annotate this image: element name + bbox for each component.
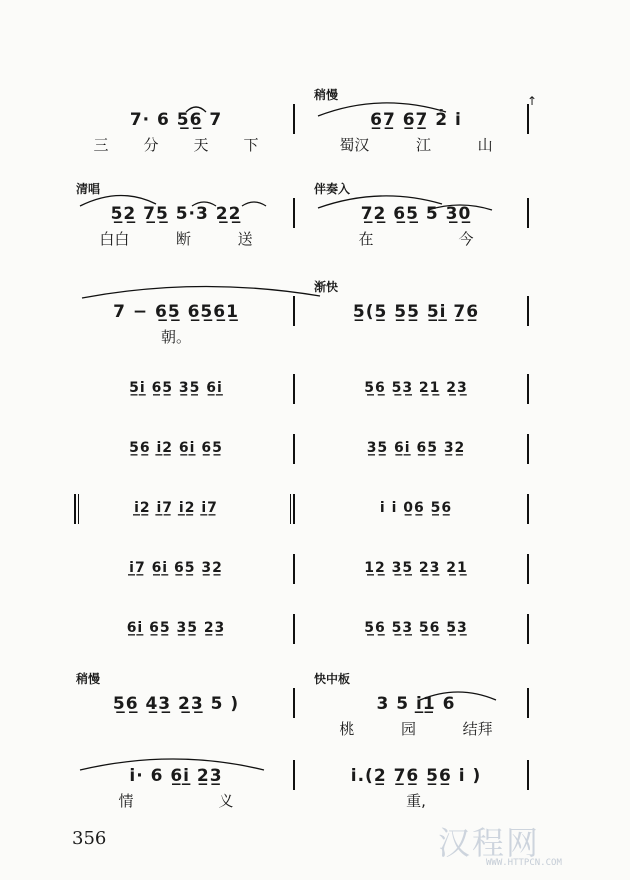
barline bbox=[293, 374, 295, 404]
lyric-syllable: 义 bbox=[218, 792, 234, 810]
watermark-url: WWW.HTTPCN.COM bbox=[486, 858, 562, 868]
lyric-syllable: 结拜 bbox=[462, 720, 493, 738]
barline bbox=[527, 760, 529, 790]
lyric-syllable: 园 bbox=[400, 720, 416, 738]
measure-right: 1̲2̲ 3̲5̲ 2̲3̲ 2̲1̲ bbox=[364, 560, 468, 576]
measure-right: 3 5 i̲1̲ 6 bbox=[376, 694, 456, 714]
lyrics-right bbox=[316, 718, 516, 739]
lyrics-right bbox=[316, 790, 516, 811]
lyric-syllable: 送 bbox=[237, 230, 253, 248]
measure-left: i̲7̲ 6̲i̲ 6̲5̲ 3̲2̲ bbox=[129, 560, 223, 576]
lyrics-left bbox=[76, 228, 276, 249]
lyric-syllable: 在 bbox=[358, 230, 374, 248]
lyric-syllable: 情 bbox=[118, 792, 134, 810]
measure-right: 3̲5̲ 6̲i̲ 6̲5̲ 3̲2̲ bbox=[366, 440, 466, 456]
repeat-barline bbox=[78, 494, 79, 524]
lyric-syllable: 桃 bbox=[339, 720, 355, 738]
lyric-syllable: 重, bbox=[406, 792, 426, 810]
measure-right: 5̲6̲ 5̲3̲ 5̲6̲ 5̲3̲ bbox=[364, 620, 468, 636]
lyrics-right bbox=[316, 134, 516, 155]
lyrics-left bbox=[76, 790, 276, 811]
tempo-mark-left: 清唱 bbox=[76, 182, 101, 196]
barline bbox=[293, 198, 295, 228]
barline bbox=[293, 296, 295, 326]
watermark-logo: 汉程网 bbox=[438, 824, 541, 862]
measure-left: 7· 6 5̲6̲ 7 bbox=[129, 110, 223, 130]
barline bbox=[527, 198, 529, 228]
measure-right: 5̲6̲ 5̲3̲ 2̲1̲ 2̲3̲ bbox=[364, 380, 468, 396]
lyric-syllable: 白白 bbox=[99, 230, 130, 248]
lyric-syllable: 朝。 bbox=[160, 328, 191, 346]
measure-left: 7 − 6̲5̲ 6̲5̲6̲1̲ bbox=[113, 302, 239, 322]
lyric-syllable: 今 bbox=[458, 230, 474, 248]
measure-right: i.(2̲ 7̲6̲ 5̲6̲ i ) bbox=[350, 766, 482, 786]
tempo-mark-right: 渐快 bbox=[314, 280, 339, 294]
lyrics-left bbox=[76, 326, 276, 347]
barline bbox=[293, 104, 295, 134]
lyrics-right bbox=[316, 228, 516, 249]
lyric-syllable: 江 bbox=[415, 136, 431, 154]
lyric-syllable: 蜀汉 bbox=[339, 136, 370, 154]
barline bbox=[527, 374, 529, 404]
tempo-mark-right: 快中板 bbox=[314, 672, 351, 686]
page-number: 356 bbox=[72, 828, 107, 849]
lyrics-left bbox=[76, 134, 276, 155]
measure-right: i i 0̲6̲ 5̲6̲ bbox=[379, 500, 453, 516]
barline bbox=[527, 688, 529, 718]
lyric-syllable: 分 bbox=[143, 136, 159, 154]
arrow-up-icon: ↑ bbox=[527, 94, 538, 108]
lyric-syllable: 山 bbox=[477, 136, 493, 154]
barline bbox=[527, 614, 529, 644]
lyric-syllable: 下 bbox=[243, 136, 259, 154]
barline bbox=[293, 434, 295, 464]
barline bbox=[527, 554, 529, 584]
barline bbox=[527, 434, 529, 464]
tempo-mark-right: 稍慢 bbox=[314, 88, 339, 102]
lyric-syllable: 三 bbox=[93, 136, 109, 154]
measure-left: 5̲2̲ 7̲5̲ 5·3 2̲2̲ bbox=[110, 204, 242, 224]
measure-right: 5̲(5̲ 5̲5̲ 5̲i̲ 7̲6̲ bbox=[352, 302, 480, 322]
repeat-barline bbox=[290, 494, 291, 524]
barline bbox=[293, 494, 295, 524]
measure-left: i̲2̲ i̲7̲ i̲2̲ i̲7̲ bbox=[134, 500, 218, 516]
slur bbox=[82, 286, 320, 298]
tempo-mark-right: 伴奏入 bbox=[314, 182, 351, 196]
barline bbox=[293, 554, 295, 584]
measure-left: 6̲i̲ 6̲5̲ 3̲5̲ 2̲3̲ bbox=[126, 620, 226, 636]
barline bbox=[527, 494, 529, 524]
barline bbox=[527, 296, 529, 326]
measure-left: 5̲i̲ 6̲5̲ 3̲5̲ 6̲i̲ bbox=[129, 380, 223, 396]
lyric-syllable: 天 bbox=[193, 136, 209, 154]
tempo-mark-left: 稍慢 bbox=[76, 672, 101, 686]
repeat-barline bbox=[74, 494, 76, 524]
barline bbox=[293, 688, 295, 718]
measure-right: 6̲7̲ 6̲7̲ 2̇ i̇ bbox=[370, 110, 462, 130]
lyric-syllable: 断 bbox=[175, 230, 191, 248]
barline bbox=[293, 760, 295, 790]
measure-right: 7̲2̲ 6̲5̲ 5 3̲0̲ bbox=[360, 204, 472, 224]
measure-left: i· 6 6̲i̲ 2̲3̲ bbox=[129, 766, 223, 786]
barline bbox=[293, 614, 295, 644]
measure-left: 5̲6̲ i̲2̲ 6̲i̲ 6̲5̲ bbox=[129, 440, 223, 456]
measure-left: 5̲6̲ 4̲3̲ 2̲3̲ 5 ) bbox=[112, 694, 240, 714]
barline bbox=[527, 104, 529, 134]
